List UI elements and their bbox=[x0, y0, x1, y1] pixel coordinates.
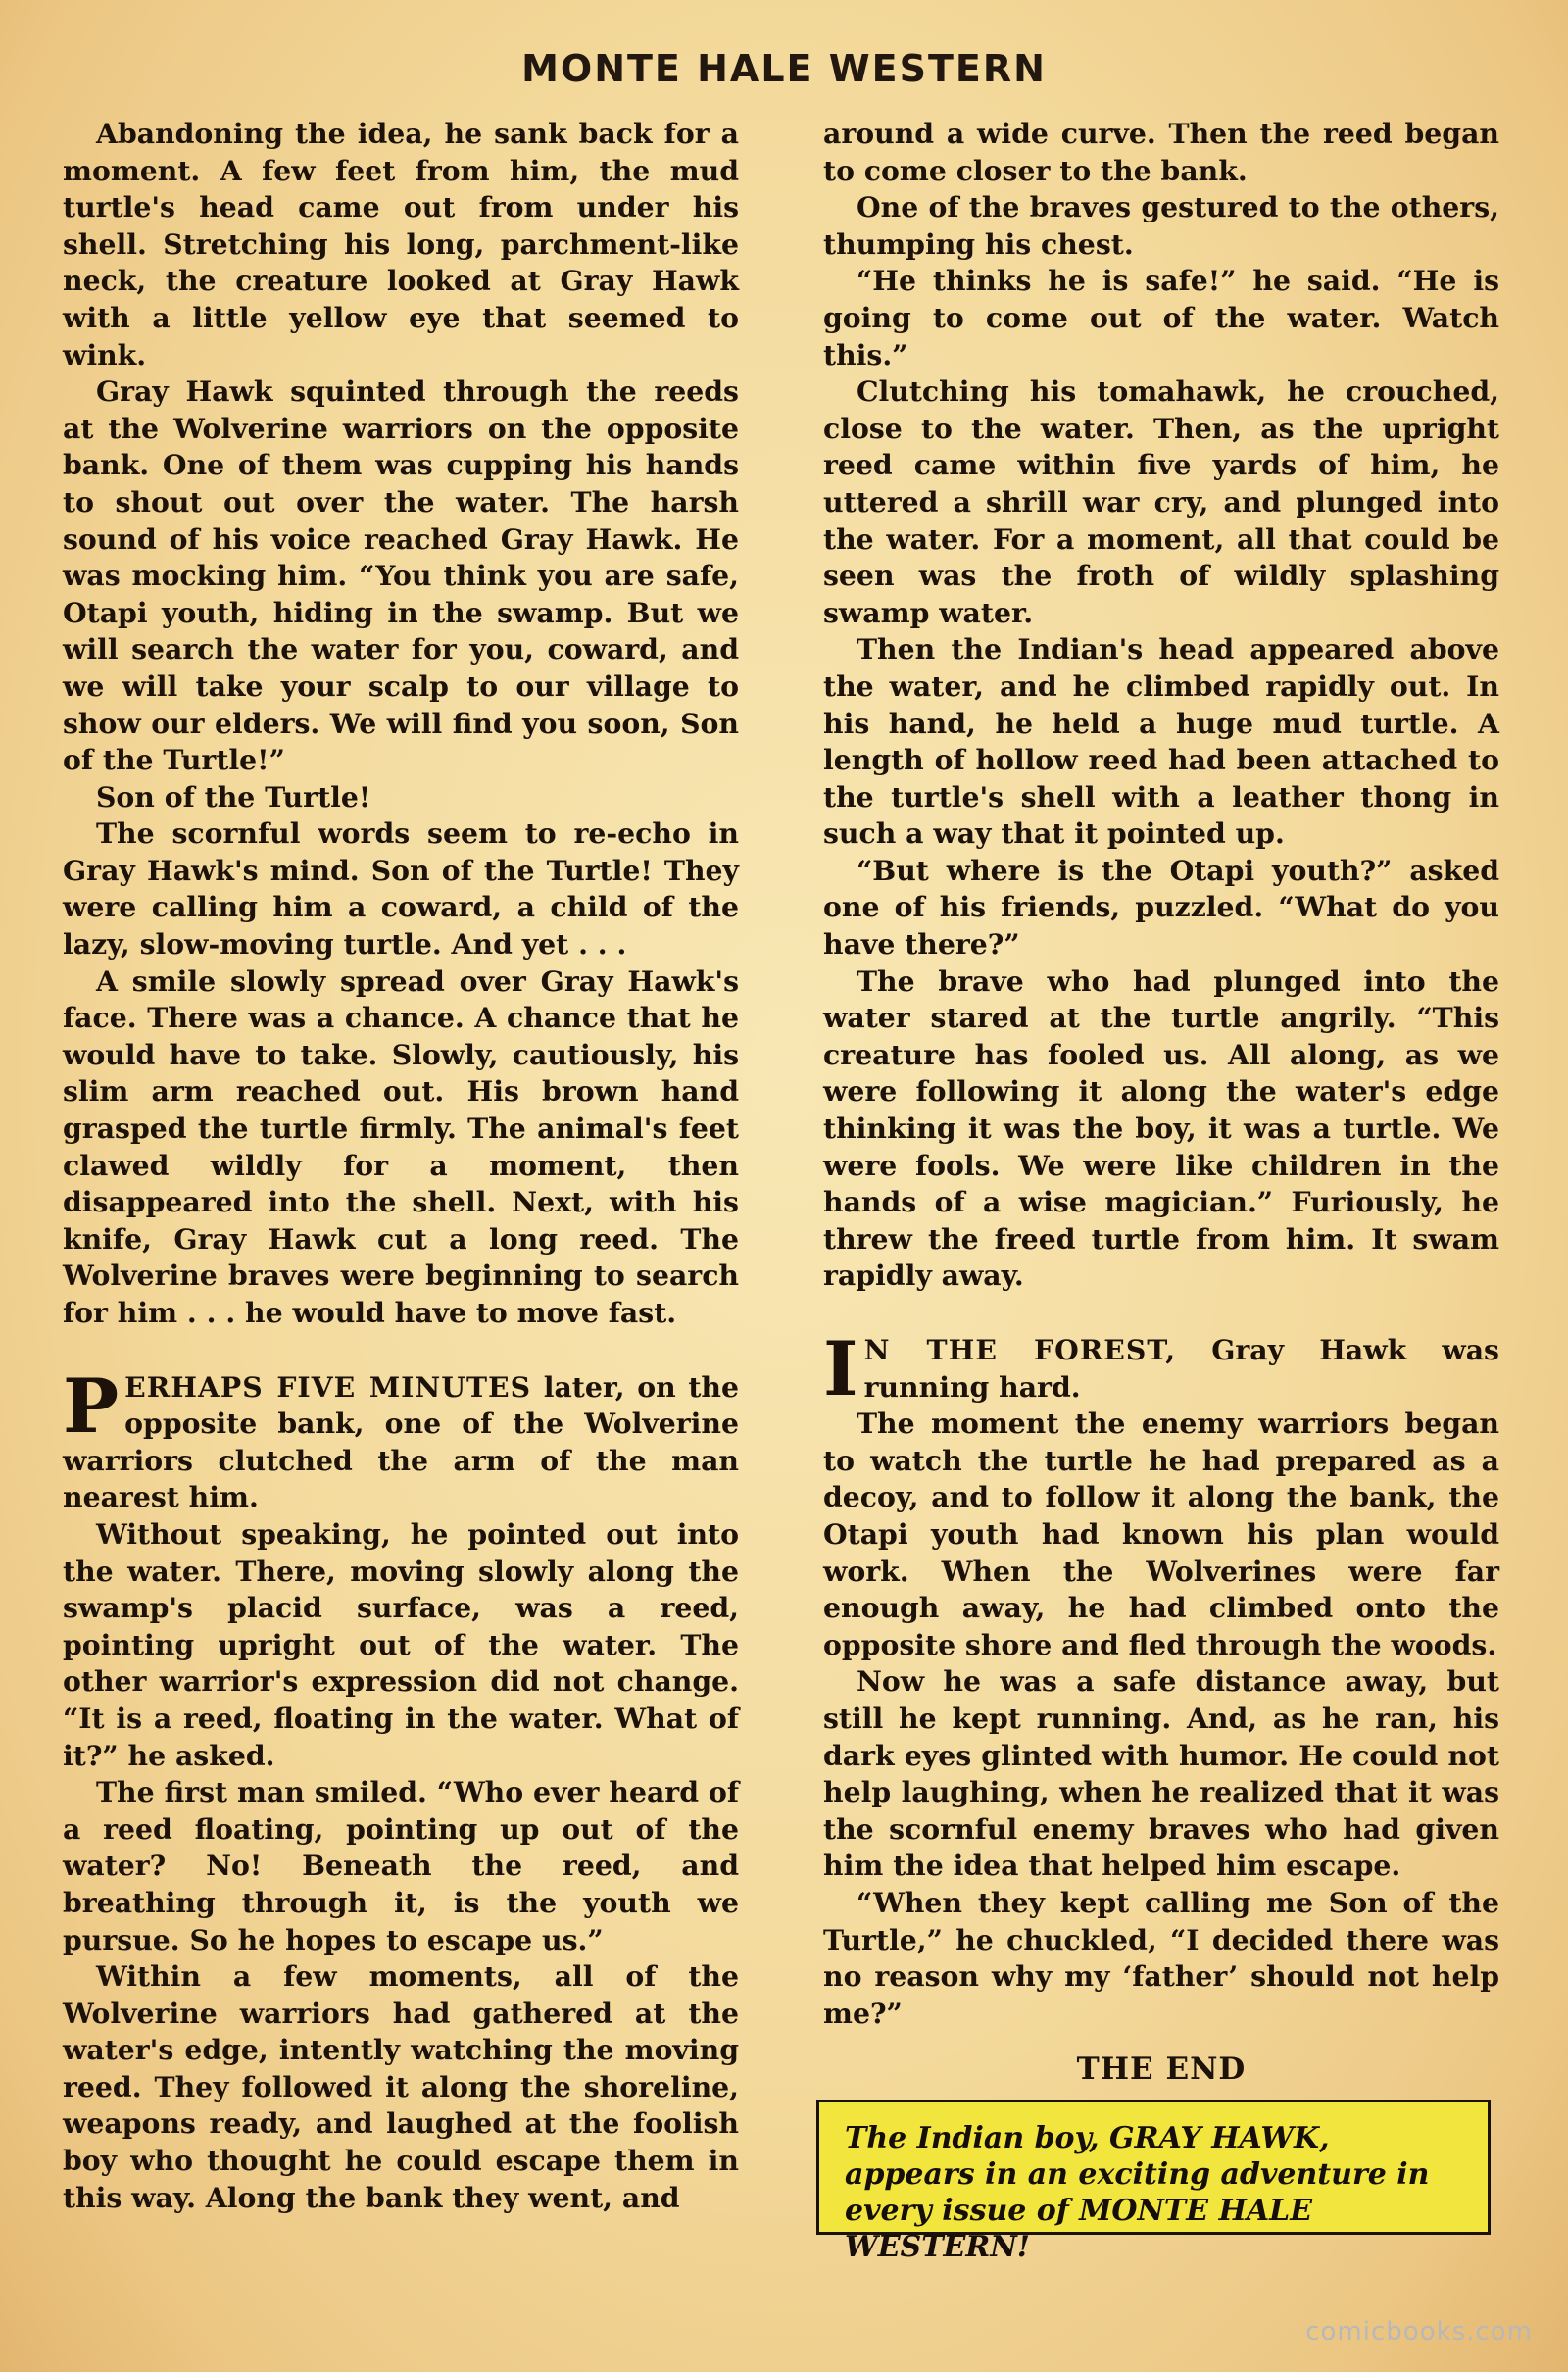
section-opening bbox=[63, 1361, 739, 1516]
paragraph: The first man smiled. “Who ever heard of a reed floating, pointing up out of the water? No! Beneath the reed, and breathing through it, is the youth we pursue. So he hopes to escape us.” bbox=[63, 1775, 739, 1956]
right-column bbox=[823, 116, 1499, 2089]
drop-cap: I bbox=[823, 1325, 858, 1412]
paragraph: Then the Indian's head appeared above the water, and he climbed rapidly out. In his hand, he held a huge mud turtle. A length of hollow reed had been attached to the turtle's shell with a leather thong in such a way that it pointed up. bbox=[823, 632, 1499, 851]
section-lead: ERHAPS FIVE MINUTES bbox=[124, 1369, 532, 1404]
paragraph: around a wide curve. Then the reed began to come closer to the bank. bbox=[823, 117, 1499, 187]
section-break bbox=[823, 1295, 1499, 1332]
the-end-label: THE END bbox=[1076, 2051, 1247, 2088]
paragraph: The moment the enemy warriors began to watch the turtle he had prepared as a decoy, and to follow it along the bank, the Otapi youth had known his plan would work. When the Wolverines were far enough away, he had climbed onto the opposite shore and fled through the woods. bbox=[823, 1407, 1499, 1661]
paragraph: The brave who had plunged into the water stared at the turtle angrily. “This creature has fooled us. All along, as we were following it along the water's edge thinking it was the boy, it was a turtle. We were fools. We were like children in the hands of a wise magician.” Furiously, he threw the freed turtle from him. It swam rapidly away. bbox=[823, 964, 1499, 1293]
page-header: MONTE HALE WESTERN bbox=[521, 47, 1047, 90]
paragraph: “But where is the Otapi youth?” asked one of his friends, puzzled. “What do you have there?” bbox=[823, 853, 1499, 962]
paragraph: Son of the Turtle! bbox=[96, 779, 371, 814]
promo-box bbox=[816, 2100, 1491, 2264]
paragraph: Gray Hawk squinted through the reeds at the Wolverine warriors on the opposite bank. One of them was cupping his hands to shout out over the water. The harsh sound of his voice reached Gray Hawk. He was mocking him. “You think you are safe, Otapi youth, hiding in the swamp. But we will search the water for you, coward, and we will take your scalp to our village to show our elders. We will find you soon, Son of the Turtle!” bbox=[63, 374, 739, 777]
paragraph: The scornful words seem to re-echo in Gray Hawk's mind. Son of the Turtle! They were calling him a coward, a child of the lazy, slow-moving turtle. And yet . . . bbox=[63, 816, 739, 962]
section-opening bbox=[823, 1325, 1499, 1412]
paragraph: Within a few moments, all of the Wolverine warriors had gathered at the water's edge, intently watching the moving reed. They followed it along the shoreline, weapons ready, and laughed at the foolish boy who thought he could escape them in this way. Along the bank they went, and bbox=[63, 1959, 739, 2214]
paragraph: Abandoning the idea, he sank back for a moment. A few feet from him, the mud turtle's head came out from under his shell. Stretching his long, parchment-like neck, the creature looked at Gray Hawk with a little yellow eye that seemed to wink. bbox=[63, 117, 739, 371]
section-lead-rest: later, on the opposite bank, one of the Wolverine warriors clutched the arm of the man nearest him. bbox=[63, 1369, 739, 1514]
paragraph: A smile slowly spread over Gray Hawk's face. There was a chance. A chance that he would have to take. Slowly, cautiously, his slim arm reached out. His brown hand grasped the turtle firmly. The animal's feet clawed wildly for a moment, then disappeared into the shell. Next, with his knife, Gray Hawk cut a long reed. The Wolverine braves were beginning to search for him . . . he would have to move fast. bbox=[63, 964, 739, 1329]
section-lead: N THE FOREST, bbox=[863, 1333, 1177, 1366]
paragraph: One of the braves gestured to the others, thumping his chest. bbox=[823, 190, 1499, 261]
promo-text: The Indian boy, GRAY HAWK, appears in an exciting adventure in every issue of MONTE HALE WESTERN! bbox=[845, 2121, 1430, 2264]
section-lead-rest: Gray Hawk was running hard. bbox=[863, 1333, 1499, 1404]
drop-cap: P bbox=[63, 1361, 120, 1450]
paragraph: Now he was a safe distance away, but still he kept running. And, as he ran, his dark eyes glinted with humor. He could not help laughing, when he realized that it was the scornful enemy braves who had given him the idea that helped him escape. bbox=[823, 1664, 1499, 1883]
paragraph: Clutching his tomahawk, he crouched, close to the water. Then, as the upright reed came within five yards of him, he uttered a shrill war cry, and plunged into the water. For a moment, all that could be seen was the froth of wildly splashing swamp water. bbox=[823, 374, 1499, 629]
left-column bbox=[63, 116, 739, 2216]
paragraph: “He thinks he is safe!” he said. “He is going to come out of the water. Watch this.” bbox=[823, 264, 1499, 371]
paragraph: Without speaking, he pointed out into the water. There, moving slowly along the swamp's placid surface, was a reed, pointing upright out of the water. The other warrior's expression did not change. “It is a reed, floating in the water. What of it?” he asked. bbox=[63, 1516, 739, 1772]
paragraph: “When they kept calling me Son of the Turtle,” he chuckled, “I decided there was no reason why my ‘father’ should not help me?” bbox=[823, 1885, 1499, 2030]
section-break bbox=[63, 1332, 739, 1369]
watermark: comicbooks.com bbox=[1305, 2317, 1533, 2347]
